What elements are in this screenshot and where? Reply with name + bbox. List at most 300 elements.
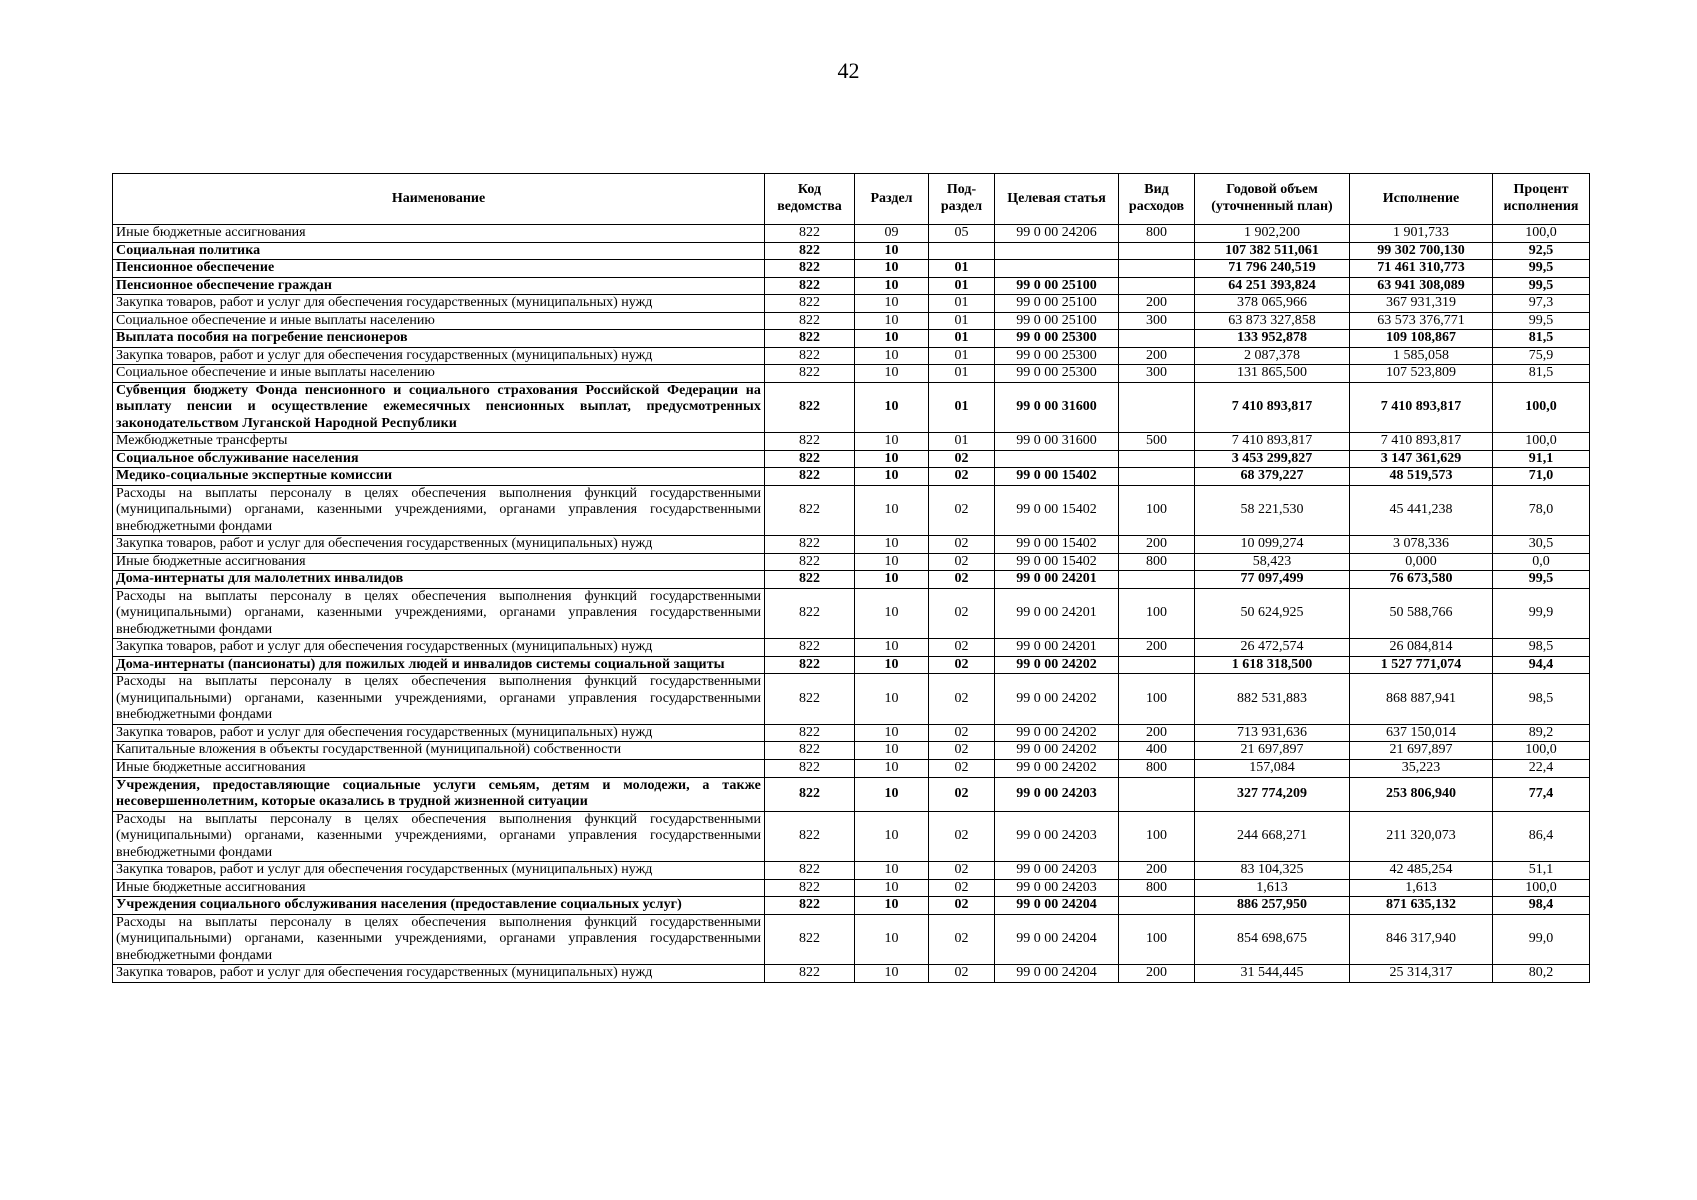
cell-type: 100 (1119, 914, 1195, 965)
cell-type: 800 (1119, 225, 1195, 243)
cell-plan: 77 097,499 (1195, 571, 1350, 589)
cell-execution: 3 078,336 (1350, 536, 1493, 554)
cell-type (1119, 468, 1195, 486)
cell-subsection: 02 (929, 811, 995, 862)
cell-target: 99 0 00 25300 (995, 365, 1119, 383)
cell-target: 99 0 00 24202 (995, 742, 1119, 760)
cell-code: 822 (765, 777, 855, 811)
table-row (113, 811, 1590, 862)
cell-target: 99 0 00 24202 (995, 759, 1119, 777)
cell-subsection (929, 242, 995, 260)
cell-plan: 886 257,950 (1195, 897, 1350, 915)
cell-type: 200 (1119, 295, 1195, 313)
cell-subsection: 02 (929, 759, 995, 777)
cell-plan: 63 873 327,858 (1195, 312, 1350, 330)
cell-code: 822 (765, 811, 855, 862)
table-row (113, 674, 1590, 725)
cell-type: 300 (1119, 312, 1195, 330)
cell-target: 99 0 00 24203 (995, 777, 1119, 811)
cell-name: Выплата пособия на погребение пенсионеров (113, 330, 765, 348)
cell-plan: 50 624,925 (1195, 588, 1350, 639)
cell-execution: 107 523,809 (1350, 365, 1493, 383)
table-row (113, 347, 1590, 365)
cell-percent: 86,4 (1493, 811, 1590, 862)
cell-plan: 7 410 893,817 (1195, 433, 1350, 451)
cell-subsection: 01 (929, 382, 995, 433)
cell-plan: 3 453 299,827 (1195, 450, 1350, 468)
cell-execution: 7 410 893,817 (1350, 433, 1493, 451)
cell-percent: 75,9 (1493, 347, 1590, 365)
cell-execution: 211 320,073 (1350, 811, 1493, 862)
cell-plan: 2 087,378 (1195, 347, 1350, 365)
table-row (113, 382, 1590, 433)
cell-section: 10 (855, 295, 929, 313)
cell-type (1119, 242, 1195, 260)
cell-section: 10 (855, 312, 929, 330)
cell-code: 822 (765, 312, 855, 330)
cell-plan: 133 952,878 (1195, 330, 1350, 348)
cell-target: 99 0 00 24201 (995, 588, 1119, 639)
cell-subsection: 02 (929, 965, 995, 983)
header-execution: Исполнение (1350, 174, 1493, 225)
cell-target: 99 0 00 15402 (995, 485, 1119, 536)
cell-code: 822 (765, 242, 855, 260)
cell-name: Медико-социальные экспертные комиссии (113, 468, 765, 486)
table-row (113, 588, 1590, 639)
cell-type (1119, 656, 1195, 674)
cell-execution: 99 302 700,130 (1350, 242, 1493, 260)
cell-type (1119, 382, 1195, 433)
cell-type: 200 (1119, 965, 1195, 983)
cell-subsection: 02 (929, 639, 995, 657)
cell-code: 822 (765, 742, 855, 760)
cell-name: Дома-интернаты для малолетних инвалидов (113, 571, 765, 589)
cell-type: 500 (1119, 433, 1195, 451)
cell-execution: 45 441,238 (1350, 485, 1493, 536)
cell-plan: 58 221,530 (1195, 485, 1350, 536)
cell-subsection: 02 (929, 674, 995, 725)
cell-plan: 378 065,966 (1195, 295, 1350, 313)
cell-section: 10 (855, 260, 929, 278)
table-row (113, 536, 1590, 554)
cell-plan: 327 774,209 (1195, 777, 1350, 811)
cell-plan: 64 251 393,824 (1195, 277, 1350, 295)
cell-plan: 7 410 893,817 (1195, 382, 1350, 433)
cell-percent: 89,2 (1493, 724, 1590, 742)
cell-section: 10 (855, 914, 929, 965)
cell-name: Иные бюджетные ассигнования (113, 553, 765, 571)
header-code: Код ведомства (765, 174, 855, 225)
table-row (113, 468, 1590, 486)
cell-subsection: 01 (929, 295, 995, 313)
cell-percent: 97,3 (1493, 295, 1590, 313)
cell-plan: 854 698,675 (1195, 914, 1350, 965)
cell-target: 99 0 00 24203 (995, 811, 1119, 862)
table-row (113, 777, 1590, 811)
cell-section: 10 (855, 724, 929, 742)
cell-subsection: 02 (929, 485, 995, 536)
cell-section: 10 (855, 777, 929, 811)
cell-code: 822 (765, 674, 855, 725)
cell-execution: 846 317,940 (1350, 914, 1493, 965)
cell-code: 822 (765, 536, 855, 554)
cell-target: 99 0 00 25300 (995, 330, 1119, 348)
cell-name: Иные бюджетные ассигнования (113, 225, 765, 243)
cell-percent: 99,5 (1493, 260, 1590, 278)
cell-type (1119, 450, 1195, 468)
table-row (113, 965, 1590, 983)
table-row (113, 639, 1590, 657)
cell-name: Социальная политика (113, 242, 765, 260)
cell-type: 800 (1119, 759, 1195, 777)
cell-type: 300 (1119, 365, 1195, 383)
cell-percent: 30,5 (1493, 536, 1590, 554)
cell-subsection: 02 (929, 897, 995, 915)
cell-section: 10 (855, 759, 929, 777)
cell-target: 99 0 00 24202 (995, 674, 1119, 725)
cell-name: Учреждения, предоставляющие социальные услуги семьям, детям и молодежи, а также несовершеннолетним, которые оказались в трудной жизненной ситуации (113, 777, 765, 811)
cell-percent: 71,0 (1493, 468, 1590, 486)
cell-name: Расходы на выплаты персоналу в целях обеспечения выполнения функций государственными (муниципальными) органами, казенными учреждениями, органами управления государственными внебюджетными фондами (113, 485, 765, 536)
header-target: Целевая статья (995, 174, 1119, 225)
cell-type: 200 (1119, 862, 1195, 880)
cell-percent: 78,0 (1493, 485, 1590, 536)
cell-code: 822 (765, 382, 855, 433)
cell-code: 822 (765, 225, 855, 243)
cell-subsection: 01 (929, 433, 995, 451)
table-row (113, 571, 1590, 589)
header-plan: Годовой объем (уточненный план) (1195, 174, 1350, 225)
cell-execution: 35,223 (1350, 759, 1493, 777)
cell-percent: 100,0 (1493, 742, 1590, 760)
cell-subsection: 02 (929, 450, 995, 468)
cell-code: 822 (765, 897, 855, 915)
cell-name: Расходы на выплаты персоналу в целях обеспечения выполнения функций государственными (муниципальными) органами, казенными учреждениями, органами управления государственными внебюджетными фондами (113, 674, 765, 725)
table-row (113, 759, 1590, 777)
cell-execution: 1 901,733 (1350, 225, 1493, 243)
cell-section: 10 (855, 450, 929, 468)
cell-name: Учреждения социального обслуживания населения (предоставление социальных услуг) (113, 897, 765, 915)
cell-name: Закупка товаров, работ и услуг для обеспечения государственных (муниципальных) нужд (113, 639, 765, 657)
cell-execution: 3 147 361,629 (1350, 450, 1493, 468)
cell-target: 99 0 00 25300 (995, 347, 1119, 365)
cell-name: Закупка товаров, работ и услуг для обеспечения государственных (муниципальных) нужд (113, 295, 765, 313)
cell-section: 10 (855, 588, 929, 639)
cell-code: 822 (765, 639, 855, 657)
cell-section: 10 (855, 742, 929, 760)
cell-plan: 713 931,636 (1195, 724, 1350, 742)
cell-type (1119, 777, 1195, 811)
table-row (113, 277, 1590, 295)
cell-target: 99 0 00 24204 (995, 897, 1119, 915)
cell-percent: 99,0 (1493, 914, 1590, 965)
cell-code: 822 (765, 330, 855, 348)
cell-code: 822 (765, 468, 855, 486)
cell-type: 200 (1119, 536, 1195, 554)
cell-target: 99 0 00 15402 (995, 536, 1119, 554)
cell-section: 10 (855, 674, 929, 725)
cell-target: 99 0 00 24203 (995, 879, 1119, 897)
cell-name: Закупка товаров, работ и услуг для обеспечения государственных (муниципальных) нужд (113, 965, 765, 983)
cell-target: 99 0 00 15402 (995, 553, 1119, 571)
cell-name: Закупка товаров, работ и услуг для обеспечения государственных (муниципальных) нужд (113, 536, 765, 554)
cell-subsection: 02 (929, 724, 995, 742)
cell-execution: 868 887,941 (1350, 674, 1493, 725)
cell-percent: 0,0 (1493, 553, 1590, 571)
cell-percent: 99,5 (1493, 312, 1590, 330)
cell-target: 99 0 00 24202 (995, 724, 1119, 742)
cell-code: 822 (765, 277, 855, 295)
cell-code: 822 (765, 365, 855, 383)
cell-code: 822 (765, 553, 855, 571)
cell-execution: 1,613 (1350, 879, 1493, 897)
cell-percent: 22,4 (1493, 759, 1590, 777)
cell-code: 822 (765, 433, 855, 451)
table-row (113, 553, 1590, 571)
cell-section: 10 (855, 433, 929, 451)
cell-name: Капитальные вложения в объекты государственной (муниципальной) собственности (113, 742, 765, 760)
cell-target: 99 0 00 25100 (995, 295, 1119, 313)
cell-subsection: 01 (929, 330, 995, 348)
cell-section: 10 (855, 365, 929, 383)
cell-execution: 7 410 893,817 (1350, 382, 1493, 433)
cell-plan: 21 697,897 (1195, 742, 1350, 760)
cell-code: 822 (765, 965, 855, 983)
cell-name: Расходы на выплаты персоналу в целях обеспечения выполнения функций государственными (муниципальными) органами, казенными учреждениями, органами управления государственными внебюджетными фондами (113, 588, 765, 639)
page-number: 42 (837, 58, 860, 83)
cell-execution: 637 150,014 (1350, 724, 1493, 742)
table-row (113, 914, 1590, 965)
cell-type: 100 (1119, 811, 1195, 862)
cell-percent: 99,5 (1493, 571, 1590, 589)
cell-section: 10 (855, 879, 929, 897)
cell-target: 99 0 00 24201 (995, 639, 1119, 657)
cell-name: Межбюджетные трансферты (113, 433, 765, 451)
cell-type (1119, 571, 1195, 589)
cell-plan: 1 618 318,500 (1195, 656, 1350, 674)
cell-execution: 253 806,940 (1350, 777, 1493, 811)
cell-subsection: 01 (929, 347, 995, 365)
cell-percent: 100,0 (1493, 879, 1590, 897)
cell-execution: 26 084,814 (1350, 639, 1493, 657)
cell-percent: 98,5 (1493, 674, 1590, 725)
cell-type (1119, 260, 1195, 278)
cell-execution: 50 588,766 (1350, 588, 1493, 639)
cell-target: 99 0 00 24202 (995, 656, 1119, 674)
cell-plan: 244 668,271 (1195, 811, 1350, 862)
cell-section: 10 (855, 242, 929, 260)
cell-code: 822 (765, 485, 855, 536)
cell-subsection: 01 (929, 312, 995, 330)
header-section: Раздел (855, 174, 929, 225)
cell-subsection: 02 (929, 468, 995, 486)
cell-section: 10 (855, 965, 929, 983)
cell-code: 822 (765, 347, 855, 365)
cell-subsection: 02 (929, 879, 995, 897)
cell-section: 10 (855, 277, 929, 295)
cell-name: Закупка товаров, работ и услуг для обеспечения государственных (муниципальных) нужд (113, 862, 765, 880)
table-row (113, 485, 1590, 536)
cell-type: 800 (1119, 553, 1195, 571)
cell-name: Расходы на выплаты персоналу в целях обеспечения выполнения функций государственными (муниципальными) органами, казенными учреждениями, органами управления государственными внебюджетными фондами (113, 914, 765, 965)
table-row (113, 260, 1590, 278)
cell-plan: 882 531,883 (1195, 674, 1350, 725)
cell-type (1119, 330, 1195, 348)
cell-code: 822 (765, 656, 855, 674)
table-row (113, 242, 1590, 260)
header-subsection: Под-раздел (929, 174, 995, 225)
cell-subsection: 02 (929, 588, 995, 639)
header-percent: Процент исполнения (1493, 174, 1590, 225)
cell-name: Социальное обеспечение и иные выплаты населению (113, 365, 765, 383)
cell-plan: 157,084 (1195, 759, 1350, 777)
cell-section: 10 (855, 639, 929, 657)
cell-name: Дома-интернаты (пансионаты) для пожилых людей и инвалидов системы социальной защиты (113, 656, 765, 674)
table-row (113, 724, 1590, 742)
cell-subsection: 02 (929, 553, 995, 571)
cell-subsection: 02 (929, 862, 995, 880)
cell-execution: 1 527 771,074 (1350, 656, 1493, 674)
cell-subsection: 02 (929, 777, 995, 811)
table-header-row (113, 174, 1590, 225)
cell-code: 822 (765, 914, 855, 965)
table-body (113, 225, 1590, 983)
cell-type: 200 (1119, 639, 1195, 657)
cell-plan: 131 865,500 (1195, 365, 1350, 383)
cell-subsection: 01 (929, 277, 995, 295)
cell-section: 10 (855, 347, 929, 365)
cell-target: 99 0 00 24204 (995, 965, 1119, 983)
cell-percent: 99,5 (1493, 277, 1590, 295)
budget-table (112, 173, 1590, 983)
cell-target: 99 0 00 15402 (995, 468, 1119, 486)
cell-percent: 92,5 (1493, 242, 1590, 260)
cell-target: 99 0 00 24206 (995, 225, 1119, 243)
table-row (113, 897, 1590, 915)
cell-code: 822 (765, 724, 855, 742)
cell-percent: 77,4 (1493, 777, 1590, 811)
table-row (113, 365, 1590, 383)
cell-subsection: 02 (929, 914, 995, 965)
cell-percent: 91,1 (1493, 450, 1590, 468)
cell-code: 822 (765, 450, 855, 468)
cell-target: 99 0 00 25100 (995, 277, 1119, 295)
cell-section: 10 (855, 485, 929, 536)
table-row (113, 225, 1590, 243)
table-row (113, 742, 1590, 760)
cell-target: 99 0 00 24203 (995, 862, 1119, 880)
table-row (113, 862, 1590, 880)
cell-type (1119, 277, 1195, 295)
cell-execution: 63 941 308,089 (1350, 277, 1493, 295)
cell-name: Субвенция бюджету Фонда пенсионного и социального страхования Российской Федерации на выплату пенсии и осуществление ежемесячных пенсионных выплат, предусмотренных законодательством Луганской Народной Республики (113, 382, 765, 433)
cell-plan: 68 379,227 (1195, 468, 1350, 486)
cell-execution: 367 931,319 (1350, 295, 1493, 313)
cell-target: 99 0 00 24201 (995, 571, 1119, 589)
cell-percent: 98,4 (1493, 897, 1590, 915)
cell-section: 10 (855, 571, 929, 589)
cell-percent: 98,5 (1493, 639, 1590, 657)
cell-type (1119, 897, 1195, 915)
cell-name: Социальное обслуживание населения (113, 450, 765, 468)
cell-execution: 25 314,317 (1350, 965, 1493, 983)
cell-section: 10 (855, 553, 929, 571)
table-row (113, 295, 1590, 313)
cell-percent: 100,0 (1493, 225, 1590, 243)
cell-section: 10 (855, 382, 929, 433)
cell-percent: 100,0 (1493, 433, 1590, 451)
cell-execution: 63 573 376,771 (1350, 312, 1493, 330)
table-row (113, 433, 1590, 451)
cell-subsection: 01 (929, 365, 995, 383)
cell-section: 10 (855, 897, 929, 915)
table-row (113, 312, 1590, 330)
cell-target: 99 0 00 31600 (995, 433, 1119, 451)
cell-name: Социальное обеспечение и иные выплаты населению (113, 312, 765, 330)
cell-code: 822 (765, 295, 855, 313)
cell-name: Расходы на выплаты персоналу в целях обеспечения выполнения функций государственными (муниципальными) органами, казенными учреждениями, органами управления государственными внебюджетными фондами (113, 811, 765, 862)
cell-plan: 58,423 (1195, 553, 1350, 571)
cell-execution: 48 519,573 (1350, 468, 1493, 486)
cell-name: Закупка товаров, работ и услуг для обеспечения государственных (муниципальных) нужд (113, 347, 765, 365)
cell-code: 822 (765, 588, 855, 639)
cell-percent: 100,0 (1493, 382, 1590, 433)
cell-subsection: 05 (929, 225, 995, 243)
cell-code: 822 (765, 759, 855, 777)
cell-plan: 83 104,325 (1195, 862, 1350, 880)
cell-code: 822 (765, 260, 855, 278)
cell-code: 822 (765, 571, 855, 589)
cell-target (995, 450, 1119, 468)
cell-execution: 71 461 310,773 (1350, 260, 1493, 278)
cell-type: 100 (1119, 588, 1195, 639)
cell-subsection: 02 (929, 571, 995, 589)
cell-subsection: 02 (929, 742, 995, 760)
cell-execution: 109 108,867 (1350, 330, 1493, 348)
cell-execution: 21 697,897 (1350, 742, 1493, 760)
header-name: Наименование (113, 174, 765, 225)
cell-code: 822 (765, 862, 855, 880)
cell-code: 822 (765, 879, 855, 897)
cell-name: Пенсионное обеспечение (113, 260, 765, 278)
cell-type: 800 (1119, 879, 1195, 897)
cell-name: Пенсионное обеспечение граждан (113, 277, 765, 295)
cell-subsection: 02 (929, 656, 995, 674)
cell-plan: 1 902,200 (1195, 225, 1350, 243)
cell-name: Иные бюджетные ассигнования (113, 759, 765, 777)
cell-section: 10 (855, 536, 929, 554)
cell-section: 10 (855, 862, 929, 880)
cell-section: 10 (855, 330, 929, 348)
cell-plan: 71 796 240,519 (1195, 260, 1350, 278)
cell-subsection: 02 (929, 536, 995, 554)
cell-plan: 1,613 (1195, 879, 1350, 897)
cell-percent: 99,9 (1493, 588, 1590, 639)
cell-section: 10 (855, 811, 929, 862)
cell-percent: 81,5 (1493, 330, 1590, 348)
cell-target: 99 0 00 25100 (995, 312, 1119, 330)
cell-target (995, 242, 1119, 260)
cell-section: 09 (855, 225, 929, 243)
table-row (113, 656, 1590, 674)
table-row (113, 879, 1590, 897)
cell-type: 200 (1119, 347, 1195, 365)
cell-plan: 10 099,274 (1195, 536, 1350, 554)
cell-type: 100 (1119, 674, 1195, 725)
cell-type: 200 (1119, 724, 1195, 742)
cell-execution: 0,000 (1350, 553, 1493, 571)
cell-execution: 1 585,058 (1350, 347, 1493, 365)
